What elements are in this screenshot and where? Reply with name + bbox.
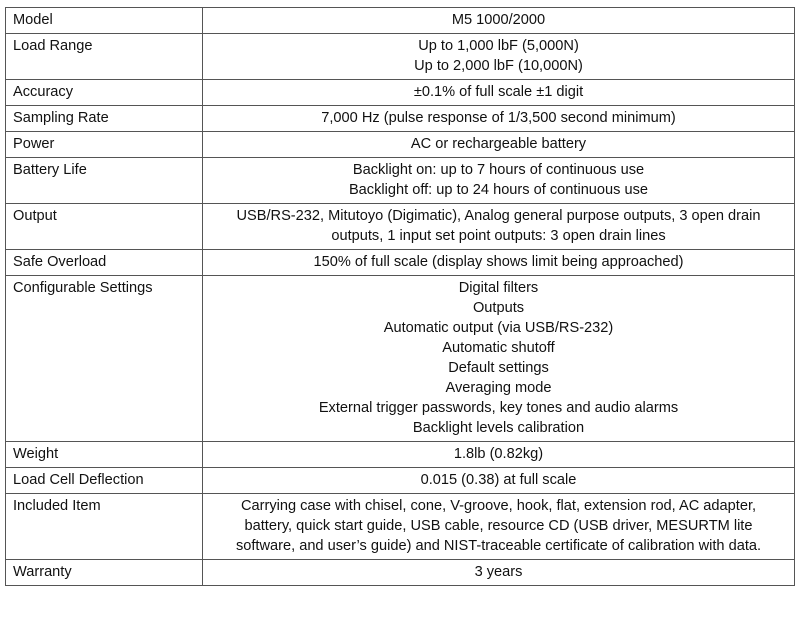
spec-table-body	[6, 8, 795, 586]
row-value	[203, 132, 795, 158]
value-line: Carrying case with chisel, cone, V-groove, hook, flat, extension rod, AC adapter,	[240, 498, 757, 514]
value-line: Averaging mode	[445, 380, 552, 396]
value-line: Up to 1,000 lbF (5,000N)	[418, 38, 579, 54]
row-label: Sampling Rate	[6, 106, 203, 132]
table-row	[6, 8, 795, 34]
row-label: Configurable Settings	[6, 276, 203, 442]
value-line: software, and user’s guide) and NIST-traceable certificate of calibration with data.	[235, 538, 762, 554]
value-line: Automatic output (via USB/RS-232)	[383, 320, 614, 336]
table-row	[6, 80, 795, 106]
table-row	[6, 34, 795, 80]
value-line: Outputs	[472, 300, 525, 316]
row-value	[203, 8, 795, 34]
value-line: 1.8lb (0.82kg)	[453, 446, 544, 462]
spec-table	[5, 7, 795, 586]
value-line: M5 1000/2000	[451, 12, 546, 28]
row-label: Accuracy	[6, 80, 203, 106]
table-row	[6, 560, 795, 586]
row-label: Power	[6, 132, 203, 158]
value-line: battery, quick start guide, USB cable, resource CD (USB driver, MESURTM lite	[244, 518, 753, 534]
table-row	[6, 204, 795, 250]
row-label: Safe Overload	[6, 250, 203, 276]
value-line: Up to 2,000 lbF (10,000N)	[414, 58, 583, 74]
row-value	[203, 468, 795, 494]
table-row	[6, 468, 795, 494]
row-label: Load Cell Deflection	[6, 468, 203, 494]
table-row	[6, 442, 795, 468]
table-row	[6, 106, 795, 132]
row-label: Battery Life	[6, 158, 203, 204]
row-value	[203, 158, 795, 204]
row-value	[203, 560, 795, 586]
value-line: Default settings	[448, 360, 549, 376]
row-label: Weight	[6, 442, 203, 468]
value-line: 3 years	[474, 564, 523, 580]
row-value	[203, 494, 795, 560]
value-line: AC or rechargeable battery	[410, 136, 587, 152]
value-line: Digital filters	[458, 280, 539, 296]
table-row	[6, 494, 795, 560]
row-label: Output	[6, 204, 203, 250]
row-value	[203, 80, 795, 106]
value-line: External trigger passwords, key tones and audio alarms	[318, 400, 679, 416]
table-row	[6, 276, 795, 442]
value-line: 150% of full scale (display shows limit being approached)	[313, 254, 684, 270]
row-label: Included Item	[6, 494, 203, 560]
row-value	[203, 34, 795, 80]
value-line: 0.015 (0.38) at full scale	[420, 472, 577, 488]
value-line: Backlight on: up to 7 hours of continuous use	[352, 162, 645, 178]
row-value	[203, 250, 795, 276]
value-line: 7,000 Hz (pulse response of 1/3,500 second minimum)	[321, 110, 676, 126]
value-line: USB/RS-232, Mitutoyo (Digimatic), Analog general purpose outputs, 3 open drain	[236, 208, 761, 224]
value-line: Automatic shutoff	[442, 340, 555, 356]
value-line: outputs, 1 input set point outputs: 3 open drain lines	[331, 228, 666, 244]
value-line: Backlight levels calibration	[412, 420, 585, 436]
row-value	[203, 106, 795, 132]
row-value	[203, 276, 795, 442]
value-line: Backlight off: up to 24 hours of continuous use	[348, 182, 649, 198]
row-value	[203, 204, 795, 250]
row-label: Warranty	[6, 560, 203, 586]
table-row	[6, 250, 795, 276]
table-row	[6, 132, 795, 158]
value-line: ±0.1% of full scale ±1 digit	[413, 84, 584, 100]
row-label: Model	[6, 8, 203, 34]
table-row	[6, 158, 795, 204]
row-label: Load Range	[6, 34, 203, 80]
row-value	[203, 442, 795, 468]
